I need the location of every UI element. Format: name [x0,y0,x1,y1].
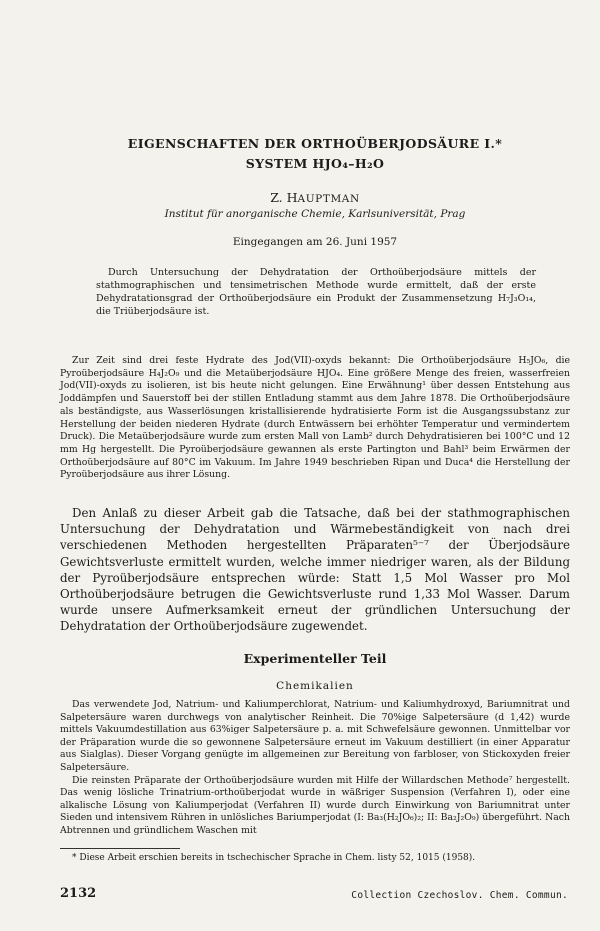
author-rest: AUPTMAN [297,193,360,205]
title-line-2: SYSTEM HJO₄–H₂O [245,156,385,171]
intro-paragraph: Zur Zeit sind drei feste Hydrate des Jod(VII)-oxyds bekannt: Die Orthoüberjodsäure H₅JO₆, die Pyroüberjodsäure H₄J₂O₉ und die Metaüberjodsäure HJO₄. Eine größere Menge des freien, wasserfreien Jod(VII)-oxyds zu isolieren, ist bis heute nicht gelungen. Eine Erwähnung¹ über dessen Entstehung aus Joddämpfen und Sauerstoff bei der stillen Entladung stammt aus dem Jahre 1878. Die Orthoüberjodsäure als beständigste, aus Wasserlösungen kristallisierende hydratisierte Form ist die Ausgangssubstanz zur Herstellung der beiden niederen Hydrate (durch Entwässern bei erhöhter Temperatur und vermindertem Druck). Die Metaüberjodsäure wurde zum ersten Mall von Lamb² durch Dehydratisieren bei 100°C und 12 mm Hg hergestellt. Die Pyroüberjodsäure gewannen als erste Partington und Bahl³ beim Erwärmen der Orthoüberjodsäure auf 80°C im Vakuum. Im Jahre 1949 beschrieben Ripan und Duca⁴ die Herstellung der Pyroüberjodsäure aus ihrer Lösung. [60,355,570,481]
received-date: Eingegangen am 26. Juni 1957 [232,236,398,248]
main-text: Den Anlaß zu dieser Arbeit gab die Tatsache, daß bei der stathmographischen Untersuchung der Dehydratation und Wärmebeständigkeit von nach drei verschiedenen Methoden hergestellten Präparaten⁵⁻⁷ der Überjodsäure Gewichtsverluste ermittelt wurden, welche immer niedriger waren, als der Bildung der Pyroüberjodsäure entsprechen würde: Statt 1,5 Mol Wasser pro Mol Orthoüberjodsäure betrugen die Gewichtsverluste rund 1,33 Mol Wasser. Darum wurde unsere Aufmerksamkeit erneut der gründlichen Untersuchung der Dehydratation der Orthoüberjodsäure zugewendet. [60,506,570,634]
page-number: 2132 [60,886,97,901]
section-title: Experimenteller Teil [243,651,387,666]
main-paragraph [60,505,570,635]
abstract-text: Durch Untersuchung der Dehydratation der Orthoüberjodsäure mittels der stathmographischen und tensimetrischen Methode wurde ermittelt, daß der erste Dehydratationsgrad der Orthoüberjodsäure ein Produkt der Zusammensetzung H₇J₃O₁₄, die Triüberjodsäure ist. [96,267,536,317]
institute: Institut für anorganische Chemie, Karlsuniversität, Prag [164,208,466,220]
footnote-text: * Diese Arbeit erschien bereits in tschechischer Sprache in Chem. listy 52, 1015 (1958). [72,853,476,863]
author [60,190,570,205]
exp-paragraph-2: Die reinsten Präparate der Orthoüberjodsäure wurden mit Hilfe der Willardschen Methode⁷ hergestellt. Das wenig lösliche Trinatrium-orthoüberjodat wurde in wäßriger Suspension (Verfahren I), oder eine alkalische Lösung von Kaliumperjodat (Verfahren II) wurde durch Einwirkung von Bariumnitrat unter Sieden und intensivem Rühren in unlösliches Bariumperjodat (I: Ba₃(H₂JO₆)₂; II: Ba₂J₂O₉) übergeführt. Nach Abtrennen und gründlichem Waschen mit [60,774,570,836]
article-title [60,134,570,174]
footnote [60,853,570,863]
experimental-text [60,699,570,838]
introduction [60,355,570,482]
exp-paragraph-1: Das verwendete Jod, Natrium- und Kaliumperchlorat, Natrium- und Kaliumhydroxyd, Bariumnitrat und Salpetersäure waren durchwegs von analytischer Reinheit. Die 70%ige Salpetersäure (d 1,42) wurde mittels Vakuumdestillation aus 63%iger Salpetersäure p. a. mit Schwefelsäure gewonnen. Unmittelbar vor der Präparation wurde die so gewonnene Salpetersäure erneut im Vakuum destilliert (in einer Apparatur aus Sialglas). Dieser Vorgang genügte im allgemeinen zur Bereitung von farbloser, von Stickoxyden freier Salpetersäure. [60,699,570,773]
journal-name: Collection Czechoslov. Chem. Commun. [351,890,568,901]
footnote-rule [60,848,180,849]
title-line-1: EIGENSCHAFTEN DER ORTHOÜBERJODSÄURE I.* [127,136,503,151]
abstract [96,266,536,318]
subsection-title: Chemikalien [276,680,354,692]
author-initial: Z. H [270,190,298,205]
